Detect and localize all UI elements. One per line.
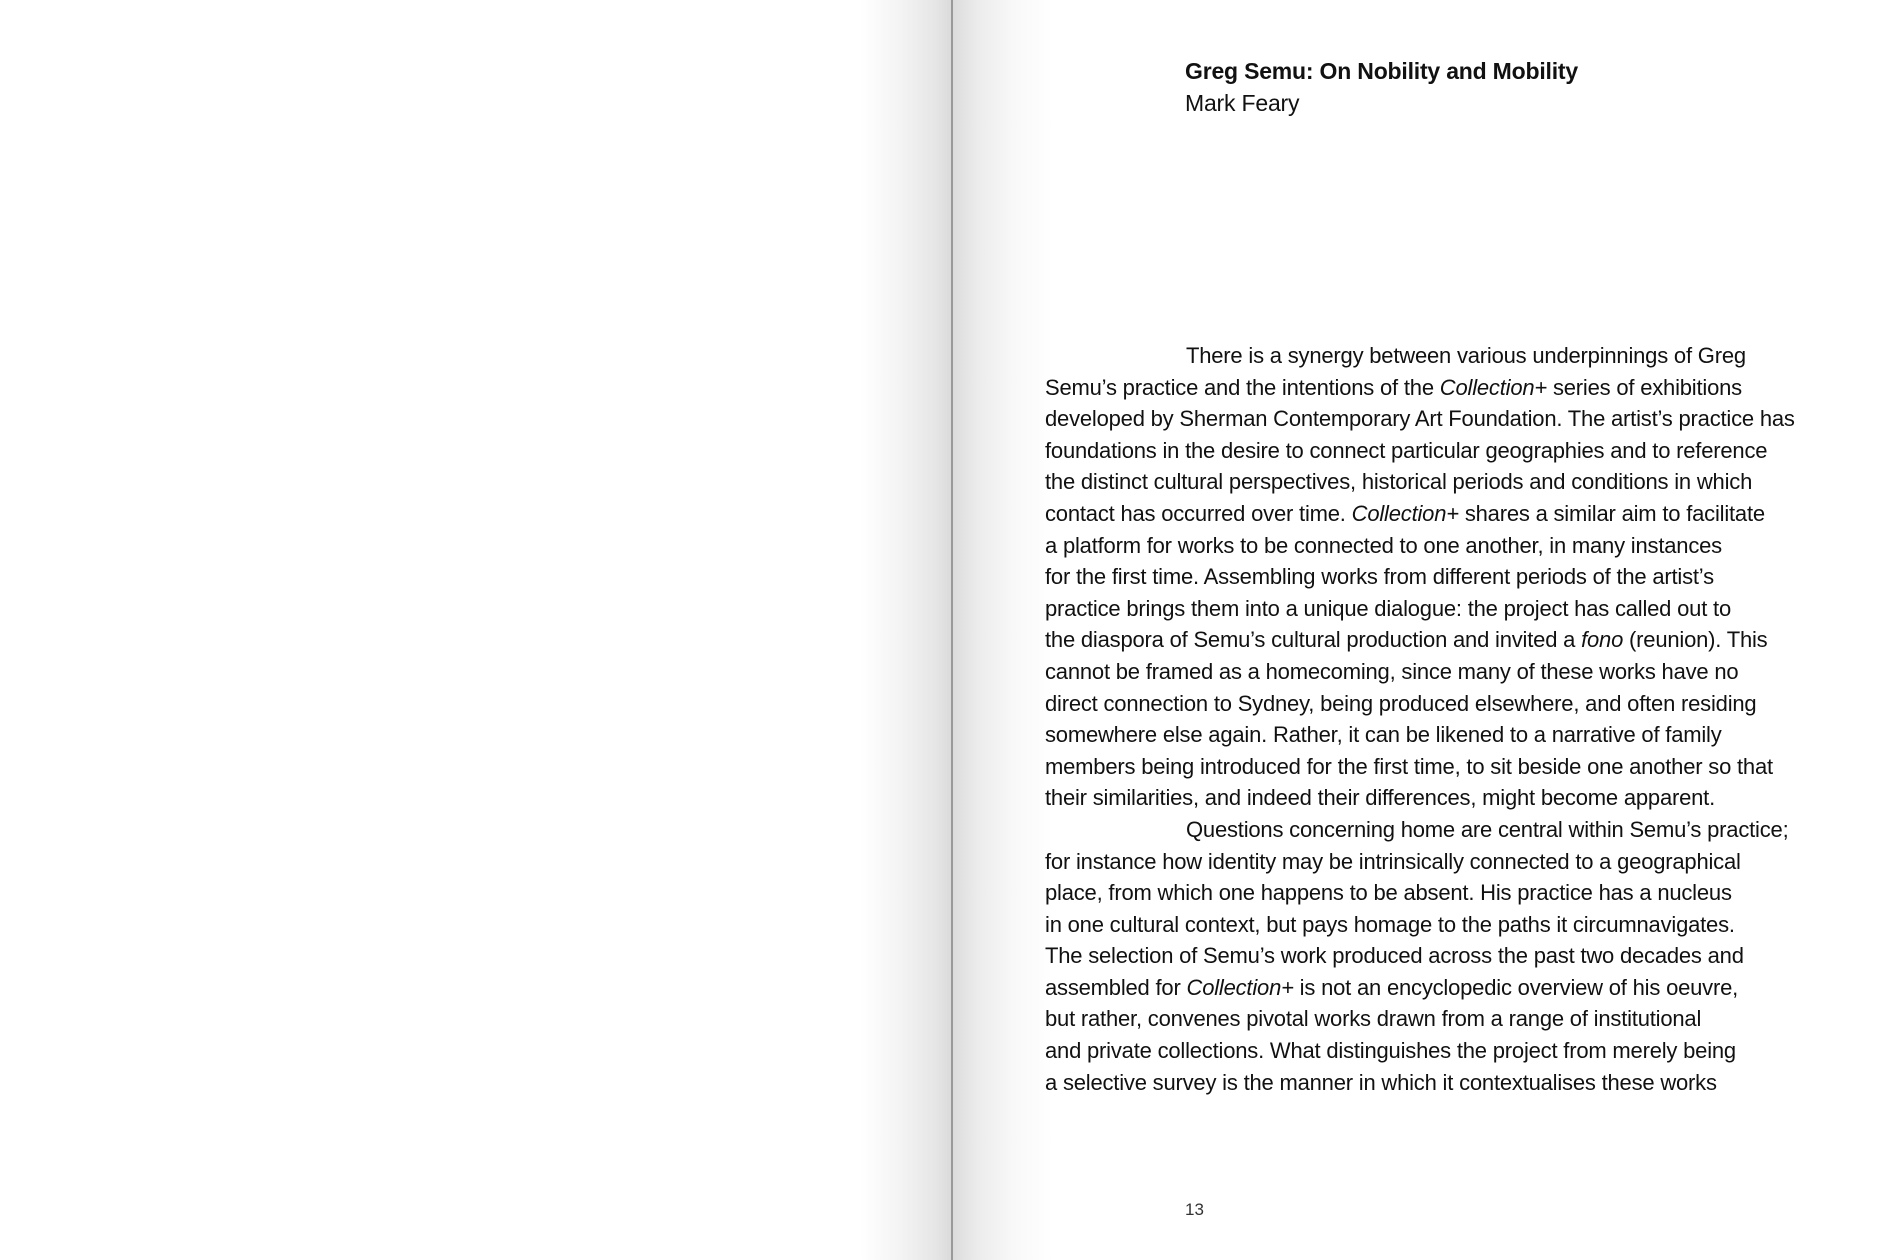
body-line bbox=[1045, 782, 1865, 814]
body-text-span: Questions concerning home are central within Semu’s practice; bbox=[1186, 816, 1789, 842]
body-line bbox=[1045, 593, 1865, 625]
body-line bbox=[1045, 656, 1865, 688]
body-line bbox=[1045, 877, 1865, 909]
body-line bbox=[1045, 1067, 1865, 1099]
body-text-span: foundations in the desire to connect particular geographies and to reference bbox=[1045, 437, 1768, 463]
body-line bbox=[1045, 846, 1865, 878]
body-text-span: in one cultural context, but pays homage to the paths it circumnavigates. bbox=[1045, 911, 1735, 937]
body-text-span: a platform for works to be connected to one another, in many instances bbox=[1045, 532, 1722, 558]
body-line bbox=[1045, 372, 1865, 404]
article-body bbox=[1045, 340, 1865, 1098]
body-text-span: the distinct cultural perspectives, historical periods and conditions in which bbox=[1045, 469, 1753, 495]
body-line bbox=[1045, 814, 1865, 846]
body-line bbox=[1045, 624, 1865, 656]
body-line bbox=[1045, 498, 1865, 530]
body-line bbox=[1045, 1003, 1865, 1035]
body-text-span: members being introduced for the first time, to sit beside one another so that bbox=[1045, 753, 1773, 779]
body-text-span: but rather, convenes pivotal works drawn from a range of institutional bbox=[1045, 1006, 1702, 1032]
body-text-span: There is a synergy between various underpinnings of Greg bbox=[1186, 343, 1746, 368]
body-text-span: for the first time. Assembling works from different periods of the artist’s bbox=[1045, 564, 1714, 590]
body-text-span: their similarities, and indeed their differences, might become apparent. bbox=[1045, 785, 1716, 811]
body-text-span: The selection of Semu’s work produced across the past two decades and bbox=[1045, 943, 1744, 969]
body-text-span: shares a similar aim to facilitate bbox=[1458, 500, 1765, 526]
body-text-span: practice brings them into a unique dialogue: the project has called out to bbox=[1045, 595, 1731, 621]
body-text-span: assembled for bbox=[1045, 974, 1187, 1000]
body-text-span: direct connection to Sydney, being produced elsewhere, and often residing bbox=[1045, 690, 1757, 716]
body-text-span: developed by Sherman Contemporary Art Foundation. The artist’s practice has bbox=[1045, 406, 1795, 432]
body-text-span: Semu’s practice and the intentions of the bbox=[1045, 374, 1440, 400]
body-text-span: is not an encyclopedic overview of his oeuvre, bbox=[1293, 974, 1739, 1000]
italic-text: Collection+ bbox=[1351, 500, 1459, 526]
article-header bbox=[1185, 55, 1785, 119]
italic-text: Collection+ bbox=[1186, 974, 1294, 1000]
body-text-span: the diaspora of Semu’s cultural production and invited a bbox=[1045, 627, 1582, 653]
italic-text: fono bbox=[1581, 627, 1624, 653]
body-line bbox=[1045, 561, 1865, 593]
body-line bbox=[1045, 751, 1865, 783]
body-line bbox=[1045, 340, 1865, 372]
body-line bbox=[1045, 940, 1865, 972]
article-title: Greg Semu: On Nobility and Mobility bbox=[1185, 58, 1578, 84]
body-text-span: cannot be framed as a homecoming, since many of these works have no bbox=[1045, 658, 1739, 684]
page-number: 13 bbox=[1185, 1200, 1204, 1219]
body-line bbox=[1045, 435, 1865, 467]
body-text-span: somewhere else again. Rather, it can be likened to a narrative of family bbox=[1045, 722, 1722, 748]
body-text-span: for instance how identity may be intrinsically connected to a geographical bbox=[1045, 848, 1741, 874]
italic-text: Collection+ bbox=[1439, 374, 1548, 400]
body-text-span: contact has occurred over time. bbox=[1045, 500, 1352, 526]
body-line bbox=[1045, 972, 1865, 1004]
body-text-span: place, from which one happens to be absent. His practice has a nucleus bbox=[1045, 880, 1732, 906]
body-line bbox=[1045, 530, 1865, 562]
body-line bbox=[1045, 909, 1865, 941]
body-line bbox=[1045, 466, 1865, 498]
article-author: Mark Feary bbox=[1185, 90, 1300, 116]
body-line bbox=[1045, 719, 1865, 751]
body-line bbox=[1045, 688, 1865, 720]
body-text-span: a selective survey is the manner in which it contextualises these works bbox=[1045, 1069, 1717, 1095]
body-text-span: series of exhibitions bbox=[1547, 374, 1742, 400]
body-line bbox=[1045, 403, 1865, 435]
body-line bbox=[1045, 1035, 1865, 1067]
body-text-span: (reunion). This bbox=[1623, 627, 1768, 653]
body-text-span: and private collections. What distinguishes the project from merely being bbox=[1045, 1038, 1736, 1064]
